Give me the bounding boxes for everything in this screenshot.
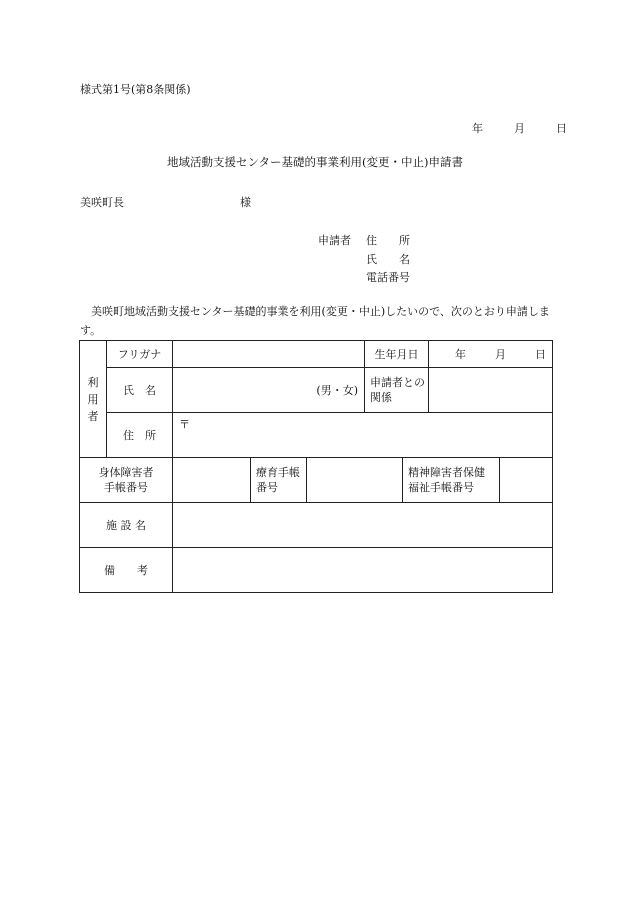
birthdate-day: 日 — [535, 348, 547, 361]
mental-handbook-line2: 福祉手帳番号 — [408, 481, 475, 494]
postal-mark: 〒 — [179, 418, 190, 431]
physical-handbook-line2: 手帳番号 — [104, 481, 148, 494]
gender-choice[interactable]: (男・女) — [316, 384, 359, 397]
physical-handbook-line1: 身体障害者 — [98, 466, 154, 479]
mental-handbook-label — [403, 458, 500, 503]
rehab-handbook-line2: 番号 — [256, 481, 278, 494]
rehab-handbook-line1: 療育手帳 — [256, 466, 300, 479]
form-number: 様式第1号(第8条関係) — [80, 83, 191, 96]
birthdate-input[interactable] — [429, 341, 553, 368]
remarks-input[interactable] — [173, 548, 553, 593]
address-label: 住 所 — [107, 413, 173, 458]
date-month: 月 — [514, 122, 525, 135]
birthdate-label: 生年月日 — [365, 341, 429, 368]
submission-date — [472, 120, 567, 136]
remarks-row — [80, 548, 553, 593]
physical-handbook-label — [80, 458, 173, 503]
addressee — [80, 194, 251, 210]
user-label-3: 者 — [87, 409, 99, 423]
relation-label — [365, 368, 429, 413]
birthdate-month: 月 — [495, 348, 507, 361]
applicant-label: 申請者 — [318, 234, 351, 247]
furigana-label: フリガナ — [107, 341, 173, 368]
address-row — [80, 413, 553, 458]
rehab-handbook-input[interactable] — [307, 458, 403, 503]
facility-row — [80, 503, 553, 548]
user-label-cell — [80, 341, 107, 458]
date-year: 年 — [472, 122, 483, 135]
rehab-handbook-label — [251, 458, 307, 503]
furigana-row — [80, 341, 553, 368]
remarks-label: 備 考 — [80, 548, 173, 593]
relation-label-line1: 申請者との — [370, 376, 426, 389]
facility-input[interactable] — [173, 503, 553, 548]
intro-text: 美咲町地域活動支援センター基礎的事業を利用(変更・中止)したいので、次のとおり申請します。 — [80, 305, 550, 337]
handbook-row — [80, 458, 553, 503]
applicant-address-label: 住 所 — [366, 234, 410, 247]
user-label-1: 利 — [87, 375, 99, 389]
addressee-honorific: 様 — [240, 196, 251, 209]
mental-handbook-input[interactable] — [500, 458, 553, 503]
application-table — [79, 340, 553, 593]
user-label-2: 用 — [87, 392, 99, 406]
applicant-name-label: 氏 名 — [366, 253, 410, 266]
physical-handbook-input[interactable] — [173, 458, 251, 503]
date-day: 日 — [556, 122, 567, 135]
addressee-name: 美咲町長 — [80, 196, 124, 209]
name-input[interactable] — [173, 368, 365, 413]
relation-label-line2: 関係 — [370, 391, 393, 404]
facility-label: 施 設 名 — [80, 503, 173, 548]
birthdate-year: 年 — [455, 348, 467, 361]
applicant-phone-label: 電話番号 — [366, 271, 410, 284]
name-label: 氏 名 — [107, 368, 173, 413]
address-input[interactable] — [173, 413, 553, 458]
name-row — [80, 368, 553, 413]
mental-handbook-line1: 精神障害者保健 — [408, 466, 486, 479]
furigana-input[interactable] — [173, 341, 365, 368]
document-title: 地域活動支援センター基礎的事業利用(変更・中止)申請書 — [166, 155, 463, 169]
relation-input[interactable] — [429, 368, 553, 413]
